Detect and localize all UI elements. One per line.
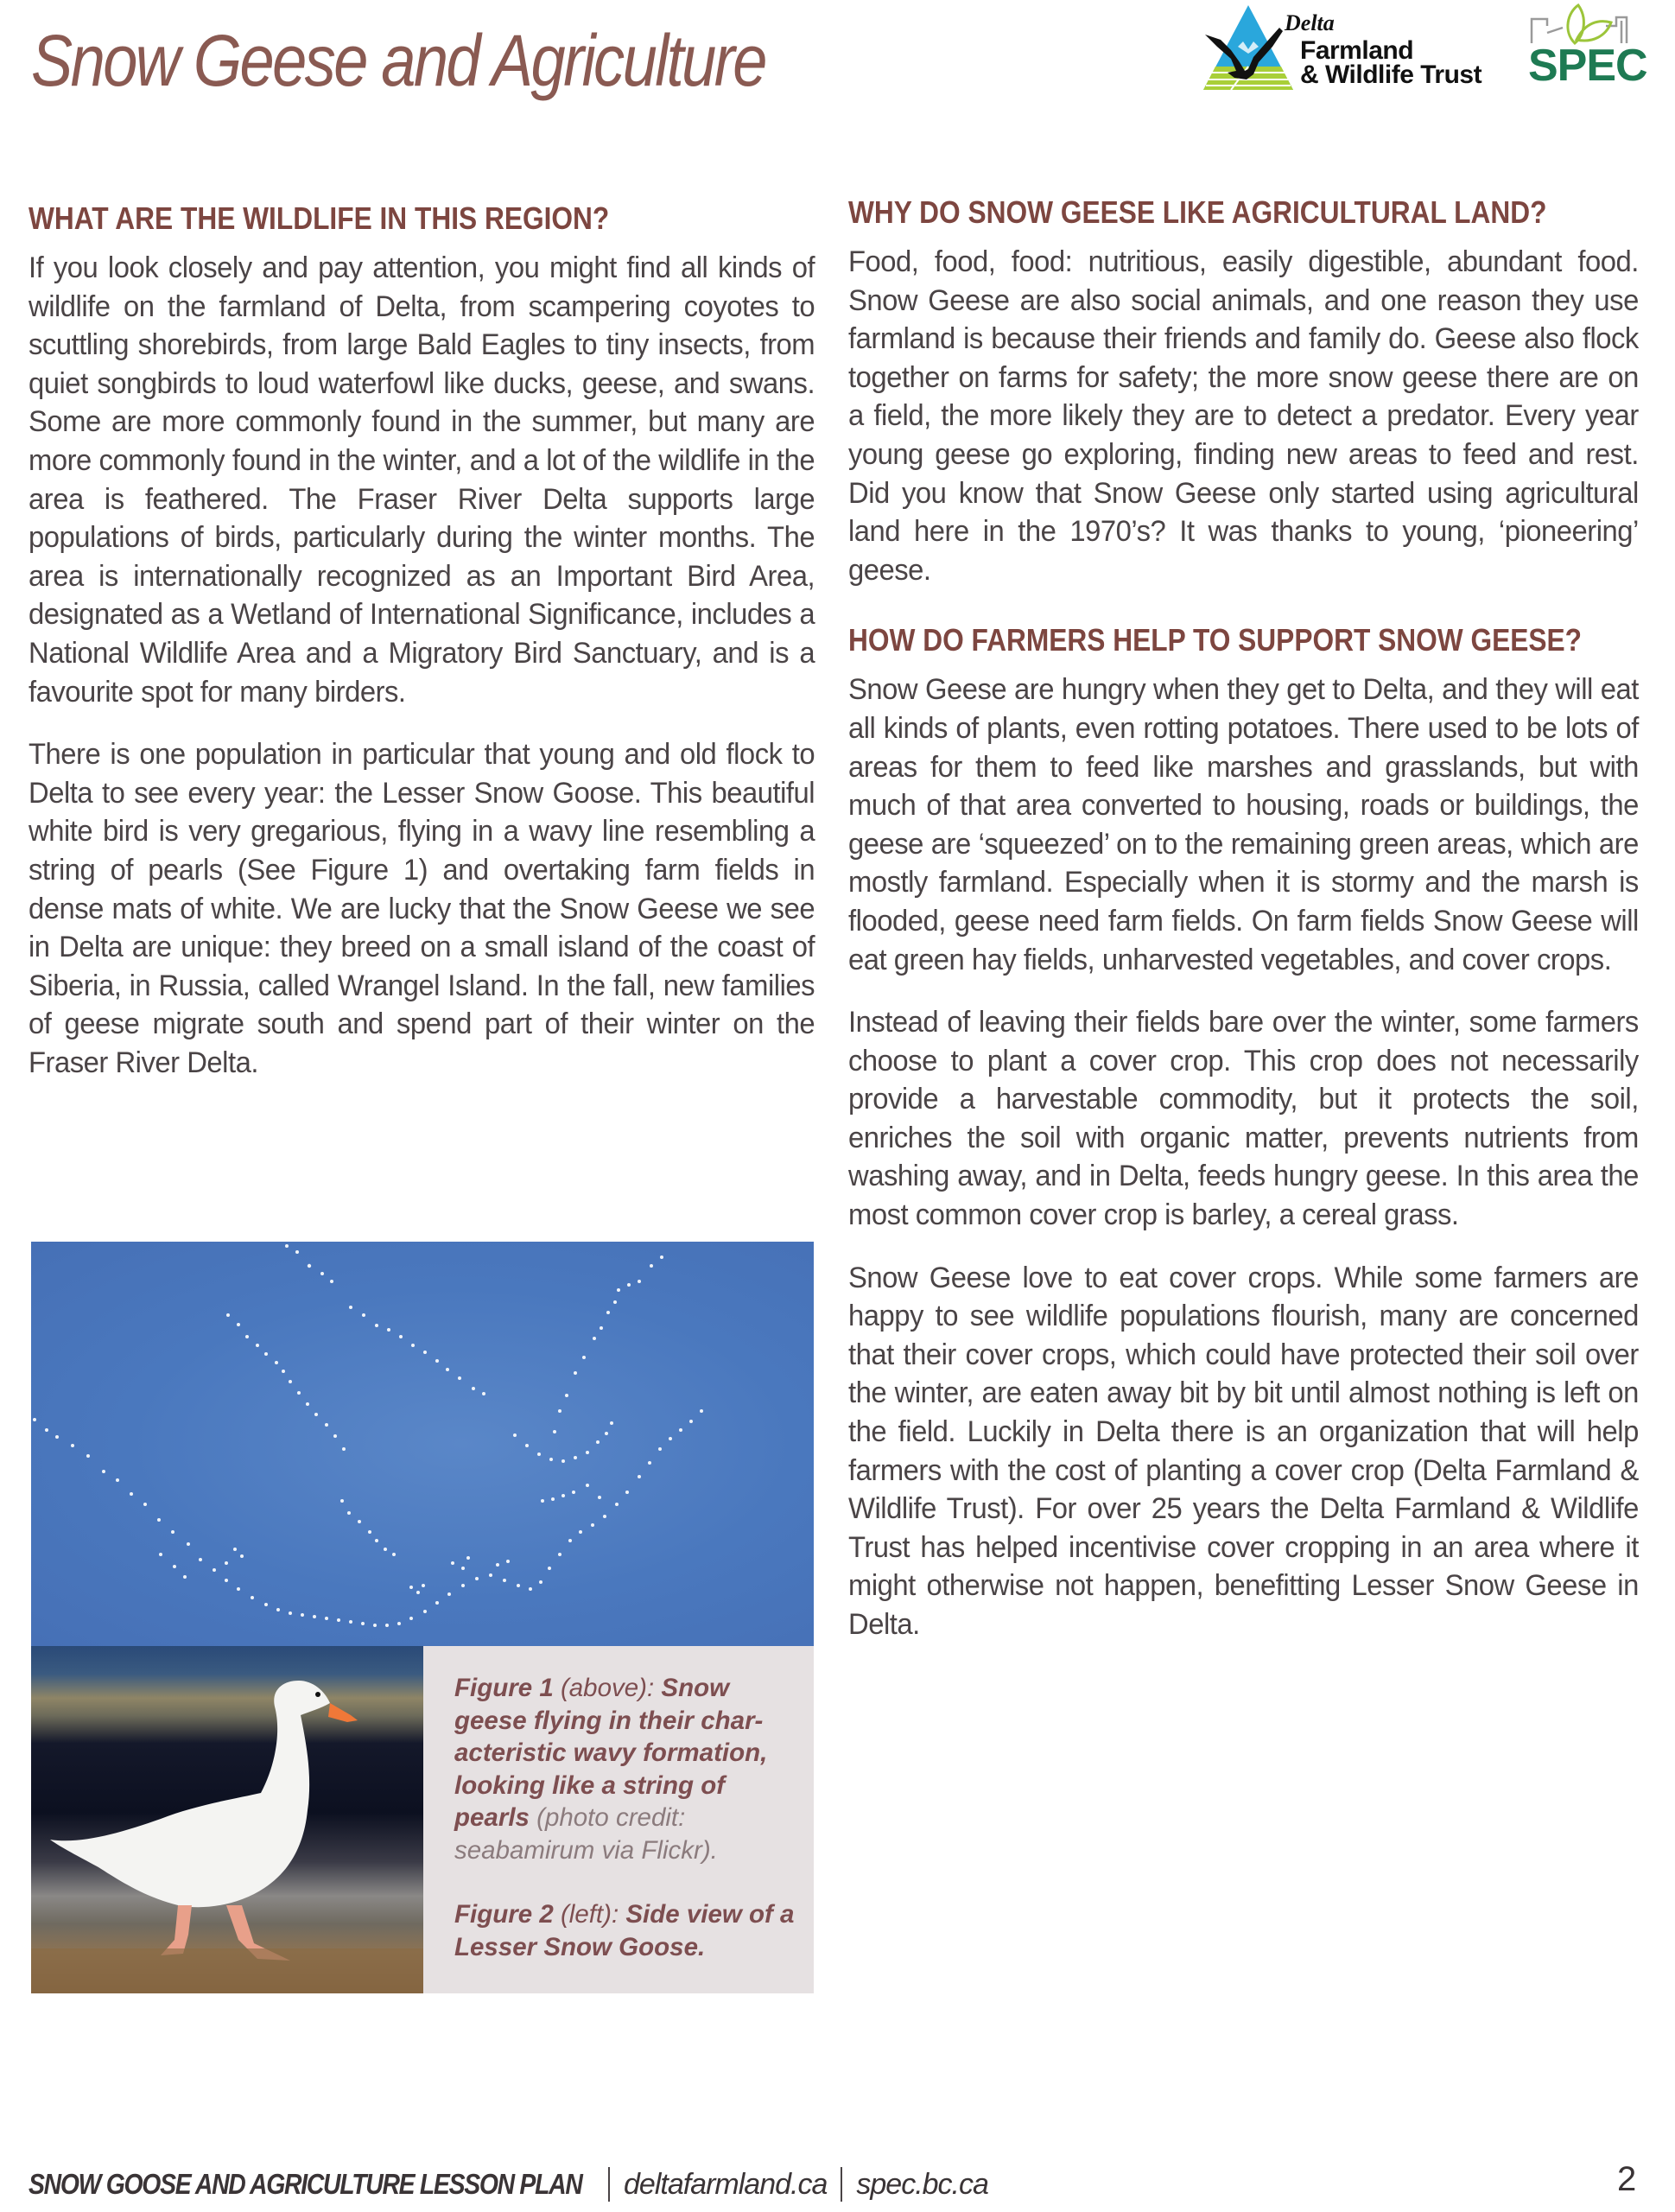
footer-divider xyxy=(608,2167,610,2202)
figure-1-text: Snow geese flying in their characteristic wavy formation, looking like a string of pearls xyxy=(454,1674,768,1832)
figure-2-label: Figure 2 xyxy=(454,1900,554,1929)
spec-wordmark: SPEC xyxy=(1528,41,1647,91)
geese-formation-icon xyxy=(31,1242,814,1646)
footer-divider xyxy=(841,2167,842,2202)
body-paragraph: Snow Geese are hungry when they get to Delta, and they will eat all kinds of plants, even rotting potatoes. There used to be lots of areas for them to feed like marshes and grasslands, but with much of that area converted to housing, roads or buildings, the geese are ‘squeezed’ on to the remaining green areas, which are mostly farmland. Especially when it is stormy and the marsh is flooded, geese need farm fields. On farm fields Snow Geese will eat green hay fields, unharvested vegetables, and cover crops. xyxy=(848,673,1639,976)
figure-2-caption xyxy=(454,1898,795,1963)
body-paragraph: There is one population in particular that young and old flock to Delta to see every year: the Lesser Snow Goose. This beautiful white bird is very gregarious, flying in a wavy line resembling a string of pearls (See Figure 1) and overtaking farm fields in dense mats of white. We are lucky that the Snow Geese we see in Delta are unique: they breed on a small island of the coast of Siberia, in Russia, called Wrangel Island. In the fall, new families of geese migrate south and spend part of their winter on the Fraser River Delta. xyxy=(29,738,815,1079)
section-heading-farmers-support: HOW DO FARMERS HELP TO SUPPORT SNOW GEESE? xyxy=(848,622,1582,658)
left-column xyxy=(29,200,815,1082)
page-footer xyxy=(29,2167,988,2202)
figure-1-snow-geese-flying-photo xyxy=(31,1242,814,1646)
figure-2-text: Side view of a Lesser Snow Goose. xyxy=(454,1900,795,1961)
right-column xyxy=(848,194,1639,1644)
page-title: Snow Geese and Agriculture xyxy=(31,20,765,101)
figure-1-position: (above): xyxy=(560,1674,655,1702)
body-paragraph: Food, food, food: nutritious, easily digestible, abundant food. Snow Geese are also social animals, and one reason they use farmland is because their friends and family do. Geese also flock together on farms for safety; the more snow geese there are on a field, the more likely they are to detect a predator. Every year young geese go exploring, finding new areas to feed and rest. Did you know that Snow Geese only started using agricultural land here in the 1970’s? It was thanks to young, ‘pioneering’ geese. xyxy=(848,245,1639,587)
spec-logo xyxy=(1525,0,1654,91)
figure-block xyxy=(31,1242,814,1993)
body-paragraph: If you look closely and pay attention, you might find all kinds of wildlife on the farmland of Delta, from scampering coyotes to scuttling shorebirds, from large Bald Eagles to tiny insects, from quiet songbirds to loud waterfowl like ducks, geese, and swans. Some are more commonly found in the summer, but many are more commonly found in the winter, and a lot of the wildlife in the area is feathered. The Fraser River Delta supports large populations of birds, particularly during the winter months. The area is internationally recognized as an Important Bird Area, designated as a Wetland of International Significance, includes a National Wildlife Area and a Migratory Bird Sanctuary, and is a favourite spot for many birders. xyxy=(29,251,815,709)
footer-link-spec[interactable]: spec.bc.ca xyxy=(856,2167,988,2201)
logo-script-delta: Delta xyxy=(1285,10,1335,35)
footer-lesson-plan-title: SNOW GOOSE AND AGRICULTURE LESSON PLAN xyxy=(29,2168,582,2200)
section-heading-wildlife: WHAT ARE THE WILDLIFE IN THIS REGION? xyxy=(29,200,610,236)
body-paragraph: Snow Geese love to eat cover crops. While some farmers are happy to see wildlife populations flourish, many are concerned that their cover crops, which could have protected their soil over the winter, are eaten away bit by bit until almost nothing is left on the field. Luckily in Delta there is an organization that will help farmers with the cost of planting a cover crop (Delta Farmland & Wildlife Trust). For over 25 years the Delta Farmland & Wildlife Trust has helped incentivise cover cropping in an area where it might otherwise not happen, benefitting Lesser Snow Geese in Delta. xyxy=(848,1261,1639,1641)
figure-caption-box xyxy=(423,1646,814,1993)
figure-1-label: Figure 1 xyxy=(454,1674,554,1702)
body-paragraph: Instead of leaving their fields bare over the winter, some farmers choose to plant a cover crop. This crop does not necessarily provide a harvestable commodity, but it protects the soil, enriches the soil with organic matter, prevents nutrients from washing away, and in Delta, feeds hungry geese. In this area the most common cover crop is barley, a cereal grass. xyxy=(848,1006,1639,1232)
figure-1-photo-credit: (photo credit: seabamirum via Flickr). xyxy=(454,1803,718,1865)
snow-goose-icon xyxy=(31,1646,423,1993)
footer-link-deltafarmland[interactable]: deltafarmland.ca xyxy=(624,2167,828,2201)
figure-2-position: (left): xyxy=(560,1900,619,1929)
logo-farmland-text: Farmland xyxy=(1300,36,1414,65)
figure-1-caption xyxy=(454,1672,795,1866)
delta-farmland-wildlife-trust-logo xyxy=(1196,2,1481,92)
page-number: 2 xyxy=(1617,2160,1637,2198)
logo-wildlife-trust-text: & Wildlife Trust xyxy=(1300,60,1482,89)
figure-2-lesser-snow-goose-photo xyxy=(31,1646,423,1993)
section-heading-agricultural-land: WHY DO SNOW GEESE LIKE AGRICULTURAL LAND? xyxy=(848,194,1547,230)
